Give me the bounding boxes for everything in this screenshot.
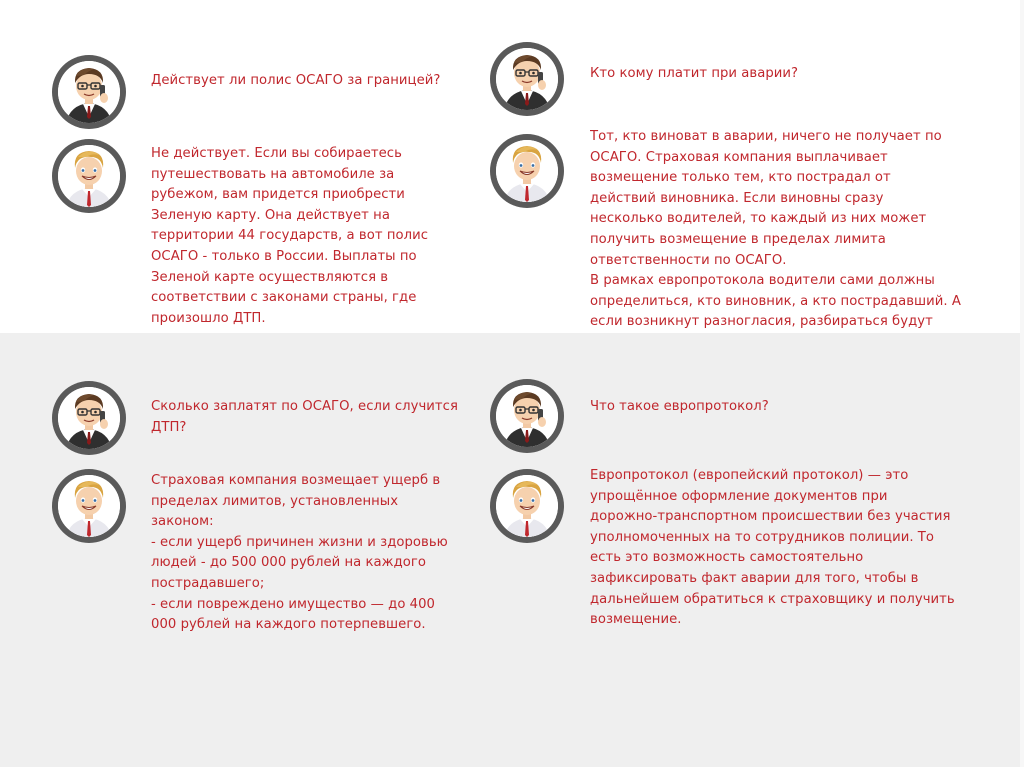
blond-man-smiling-icon — [52, 139, 126, 213]
answer-text: Страховая компания возмещает ущерб в пределах лимитов, установленных законом: - если ущерб причинен жизни и здоровью людей - до 500 000 рублей на каждого пострадавшего; - если повреждено имущество — до 400 000 рублей на каждого потерпевшего. — [151, 473, 448, 633]
right-edge — [1020, 0, 1024, 767]
blond-man-smiling-icon — [490, 134, 564, 208]
businessman-phone-icon — [52, 381, 126, 455]
blond-man-smiling-icon — [52, 469, 126, 543]
question-text: Сколько заплатят по ОСАГО, если случится ДТП? — [151, 399, 458, 435]
businessman-phone-icon — [490, 42, 564, 116]
businessman-phone-icon — [52, 55, 126, 129]
question-text: Что такое европротокол? — [590, 399, 769, 414]
question-text: Кто кому платит при аварии? — [590, 66, 799, 81]
answer-text: Тот, кто виноват в аварии, ничего не получает по ОСАГО. Страховая компания выплачивает возмещение только тем, кто пострадал от действий виновника. Если виновны сразу несколько водителей, то каждый из них может получить возмещение в пределах лимита ответственности по ОСАГО. В рамках европротокола водители сами должны определиться, кто виновник, а кто пострадавший. А если возникнут разногласия, разбираться будут — [590, 129, 961, 330]
answer-text: Европротокол (европейский протокол) — это упрощённое оформление документов при дорожно-транспортном происшествии без участия уполномоченных на то сотрудников полиции. То есть это возможность самостоятельно зафиксировать факт аварии для того, чтобы в дальнейшем обратиться к страховщику и получить возмещение. — [590, 468, 955, 628]
blond-man-smiling-icon — [490, 469, 564, 543]
question-text: Действует ли полис ОСАГО за границей? — [151, 73, 441, 88]
businessman-phone-icon — [490, 379, 564, 453]
answer-text: Не действует. Если вы собираетесь путешествовать на автомобиле за рубежом, вам придется приобрести Зеленую карту. Она действует на территории 44 государств, а вот полис ОСАГО - только в России. Выплаты по Зеленой карте осуществляются в соответствии с законами страны, где произошло ДТП. — [151, 146, 429, 326]
